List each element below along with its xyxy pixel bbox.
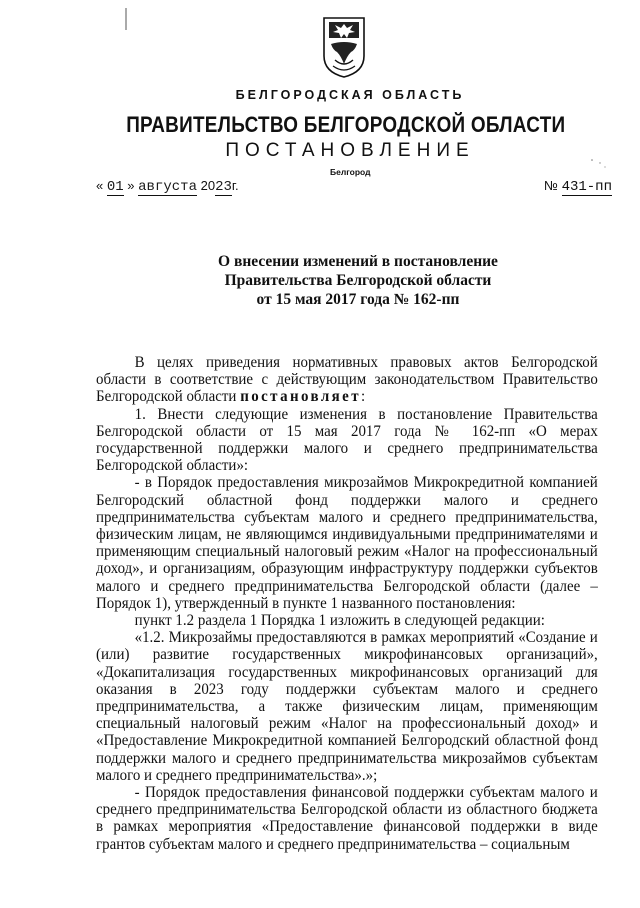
date-year-abbr: г.: [231, 178, 239, 193]
paragraph-procedure-2: - Порядок предоставления финансовой поддержки субъектам малого и среднего предпринимательства Белгородской области из областного бюджета в рамках мероприятия «Предоставление финансовой поддержки в виде грантов субъектам малого и среднего предпринимательства – социальным: [96, 784, 598, 853]
government-name: ПРАВИТЕЛЬСТВО БЕЛГОРОДСКОЙ ОБЛАСТИ: [126, 112, 566, 137]
document-date: [96, 178, 239, 195]
preamble-end: :: [360, 388, 366, 406]
document-title: [0, 252, 640, 309]
document-body: [96, 354, 598, 853]
date-open-quote: «: [96, 178, 104, 193]
date-day: 01: [106, 179, 124, 195]
coat-of-arms-emblem: [321, 16, 367, 78]
paragraph-new-wording: «1.2. Микрозаймы предоставляются в рамках мероприятий «Создание и (или) развитие государственных микрофинансовых организаций», «Докапитализация государственных микрофинансовых организаций для оказания в 2023 году поддержки субъектам малого и среднего предпринимательства, а также физическим лицам, применяющим специальный налоговый режим «Налог на профессиональный доход» и «Предоставление Микрокредитной компанией Белгородский областной фонд поддержки малого и среднего предпринимательства микрозаймов субъектам малого и среднего предпринимательства».»;: [96, 629, 598, 784]
paragraph-point-1-2: пункт 1.2 раздела 1 Порядка 1 изложить в следующей редакции:: [134, 612, 545, 630]
number-value: 431-пп: [561, 179, 612, 195]
paragraph-preamble: [96, 354, 598, 406]
date-close-quote: »: [127, 178, 135, 193]
title-line-2: Правительства Белгородской области: [224, 272, 492, 289]
document-number: [544, 178, 612, 195]
date-year-prefix: 20: [200, 178, 216, 193]
document-type: ПОСТАНОВЛЕНИЕ: [225, 140, 475, 161]
preamble-text: В целях приведения нормативных правовых актов Белгородской области в соответствие с действующим законодательством Правительство Белгородской области: [96, 354, 598, 406]
title-line-3: от 15 мая 2017 года № 162-пп: [256, 291, 460, 308]
paragraph-item-1: 1. Внести следующие изменения в постановление Правительства Белгородской области от 15 мая 2017 года № 162-пп «О мерах государственной поддержки малого и среднего предпринимательства Белгородской области»:: [96, 405, 598, 475]
title-line-1: О внесении изменений в постановление: [218, 253, 498, 270]
city-name: Белгород: [330, 167, 371, 177]
number-label: №: [544, 178, 558, 193]
scan-mark: [124, 8, 128, 30]
date-month: августа: [138, 179, 197, 195]
date-year-suffix: 23: [215, 179, 232, 195]
paragraph-procedure-1: - в Порядок предоставления микрозаймов Микрокредитной компанией Белгородский областной фонд поддержки малого и среднего предпринимательства субъектам малого и среднего предпринимательства, физическим лицам, не являющимся индивидуальными предпринимателями и применяющим специальный налоговый режим «Налог на профессиональный доход», и организациям, образующим инфраструктуру поддержки субъектов малого и среднего предпринимательства Белгородской области (далее – Порядок 1), утвержденный в пункте 1 названного постановления:: [96, 474, 598, 612]
region-name: БЕЛГОРОДСКАЯ ОБЛАСТЬ: [235, 88, 465, 102]
scan-speck: [588, 156, 608, 170]
preamble-emphasis: постановляет: [240, 388, 361, 406]
